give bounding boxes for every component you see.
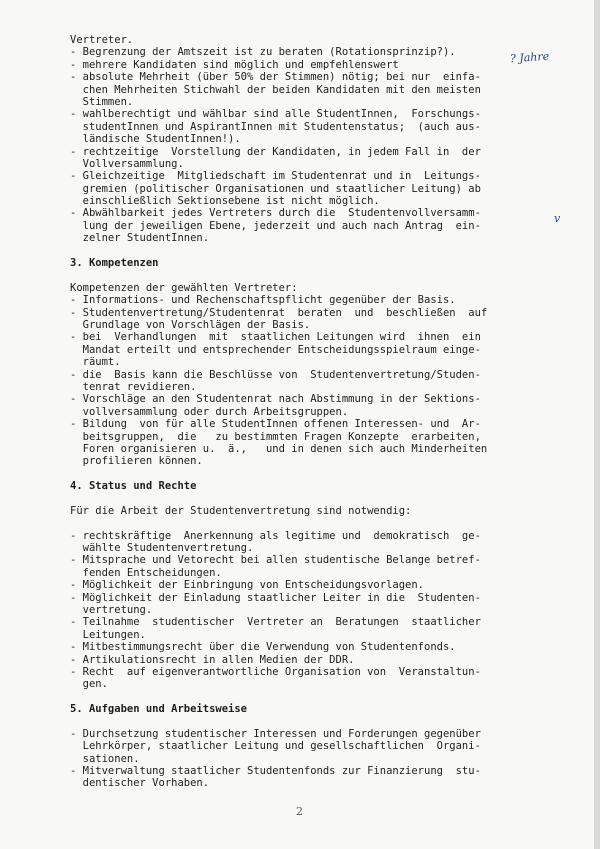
text-line: - Möglichkeit der Einladung staatlicher Leiter in die Studenten- bbox=[70, 591, 481, 604]
section-aufgaben bbox=[70, 703, 550, 790]
text-line: tenrat revidieren. bbox=[70, 380, 197, 393]
text-line: Vollversammlung. bbox=[70, 157, 184, 170]
text-line: wählte Studentenvertretung. bbox=[70, 542, 254, 555]
text-line: einschließlich Sektionsebene ist nicht möglich. bbox=[70, 195, 380, 208]
text-line: fenden Entscheidungen. bbox=[70, 566, 222, 579]
text-line: - Durchsetzung studentischer Interessen und Forderungen gegenüber bbox=[70, 727, 481, 740]
section-status bbox=[70, 480, 550, 691]
text-line: Lehrkörper, staatlicher Leitung und gesellschaftlichen Organi- bbox=[70, 740, 481, 753]
text-line: - bei Verhandlungen mit staatlichen Leitungen wird ihnen ein bbox=[70, 331, 481, 344]
text-line: - Abwählbarkeit jedes Vertreters durch die Studentenvollversamm- bbox=[70, 207, 481, 220]
text-line: zelner StudentInnen. bbox=[70, 232, 210, 245]
text-line: - wahlberechtigt und wählbar sind alle StudentInnen, Forschungs- bbox=[70, 108, 481, 121]
spacer bbox=[70, 517, 550, 529]
section-intro: Für die Arbeit der Studentenvertretung sind notwendig: bbox=[70, 504, 412, 517]
text-line: - Bildung von für alle StudentInnen offenen Interessen- und Ar- bbox=[70, 418, 481, 431]
text-line: gen. bbox=[70, 678, 108, 691]
text-line: dentischer Vorhaben. bbox=[70, 777, 210, 790]
section-intro: Kompetenzen der gewählten Vertreter: bbox=[70, 281, 298, 294]
text-line: - Mitbestimmungsrecht über die Verwendung von Studentenfonds. bbox=[70, 641, 456, 654]
handwritten-tick: v bbox=[554, 212, 561, 225]
spacer bbox=[70, 245, 550, 257]
text-line: profilieren können. bbox=[70, 455, 203, 468]
text-line: beitsgruppen, die zu bestimmten Fragen Konzepte erarbeiten, bbox=[70, 430, 481, 443]
text-line: - Mitsprache und Vetorecht bei allen studentische Belange betref- bbox=[70, 554, 481, 567]
spacer bbox=[70, 492, 550, 504]
document-body bbox=[70, 34, 550, 790]
spacer bbox=[70, 715, 550, 727]
spacer bbox=[70, 269, 550, 281]
text-line: - Möglichkeit der Einbringung von Entscheidungsvorlagen. bbox=[70, 579, 425, 592]
text-line: - Gleichzeitige Mitgliedschaft im Studentenrat und in Leitungs- bbox=[70, 170, 481, 183]
text-line: - absolute Mehrheit (über 50% der Stimmen) nötig; bei nur einfa- bbox=[70, 71, 481, 84]
text-line: - rechtzeitige Vorstellung der Kandidaten, in jedem Fall in der bbox=[70, 145, 481, 158]
text-line: Leitungen. bbox=[70, 628, 146, 641]
text-line: - Recht auf eigenverantwortliche Organisation von Veranstaltun- bbox=[70, 665, 481, 678]
section-kompetenzen bbox=[70, 257, 550, 468]
text-line: Mandat erteilt und entsprechender Entscheidungsspielraum einge- bbox=[70, 343, 481, 356]
text-line: - Begrenzung der Amtszeit ist zu beraten (Rotationsprinzip?). bbox=[70, 46, 456, 59]
text-line: chen Mehrheiten Stichwahl der beiden Kandidaten mit den meisten bbox=[70, 83, 481, 96]
section-heading: 5. Aufgaben und Arbeitsweise bbox=[70, 703, 248, 716]
text-line: - mehrere Kandidaten sind möglich und empfehlenswert bbox=[70, 58, 399, 71]
text-line: vertretung. bbox=[70, 603, 153, 616]
section-heading: 3. Kompetenzen bbox=[70, 257, 159, 270]
text-line: - Vorschläge an den Studentenrat nach Abstimmung in der Sektions- bbox=[70, 393, 481, 406]
text-line: Vertreter. bbox=[70, 34, 134, 46]
spacer bbox=[70, 691, 550, 703]
text-line: lung der jeweiligen Ebene, jederzeit und auch nach Antrag ein- bbox=[70, 219, 481, 232]
text-line: - Informations- und Rechenschaftspflicht gegenüber der Basis. bbox=[70, 294, 456, 307]
text-line: studentInnen und AspirantInnen mit Studentenstatus; (auch aus- bbox=[70, 120, 481, 133]
section-heading: 4. Status und Rechte bbox=[70, 480, 197, 493]
text-line: gremien (politischer Organisationen und staatlicher Leitung) ab bbox=[70, 182, 481, 195]
text-line: Foren organisieren u. ä., und in denen sich auch Minderheiten bbox=[70, 442, 488, 455]
text-line: - rechtskräftige Anerkennung als legitime und demokratisch ge- bbox=[70, 529, 481, 542]
spacer bbox=[70, 468, 550, 480]
text-line: Stimmen. bbox=[70, 95, 134, 108]
page-number: 2 bbox=[296, 805, 303, 818]
paper-edge bbox=[594, 0, 600, 849]
text-line: - die Basis kann die Beschlüsse von Studentenvertretung/Studen- bbox=[70, 368, 481, 381]
text-line: - Studentenvertretung/Studentenrat beraten und beschließen auf bbox=[70, 306, 488, 319]
text-line: vollversammlung oder durch Arbeitsgruppen. bbox=[70, 405, 349, 418]
text-line: - Teilnahme studentischer Vertreter an Beratungen staatlicher bbox=[70, 616, 481, 629]
text-line: - Mitverwaltung staatlicher Studentenfonds zur Finanzierung stu- bbox=[70, 765, 481, 778]
text-line: sationen. bbox=[70, 752, 140, 765]
text-line: Grundlage von Vorschlägen der Basis. bbox=[70, 318, 311, 331]
text-line: räumt. bbox=[70, 356, 121, 369]
text-line: ländische StudentInnen!). bbox=[70, 133, 241, 146]
candidate-rules bbox=[70, 34, 550, 245]
text-line: - Artikulationsrecht in allen Medien der DDR. bbox=[70, 653, 355, 666]
handwritten-note: ? Jahre bbox=[509, 49, 550, 66]
